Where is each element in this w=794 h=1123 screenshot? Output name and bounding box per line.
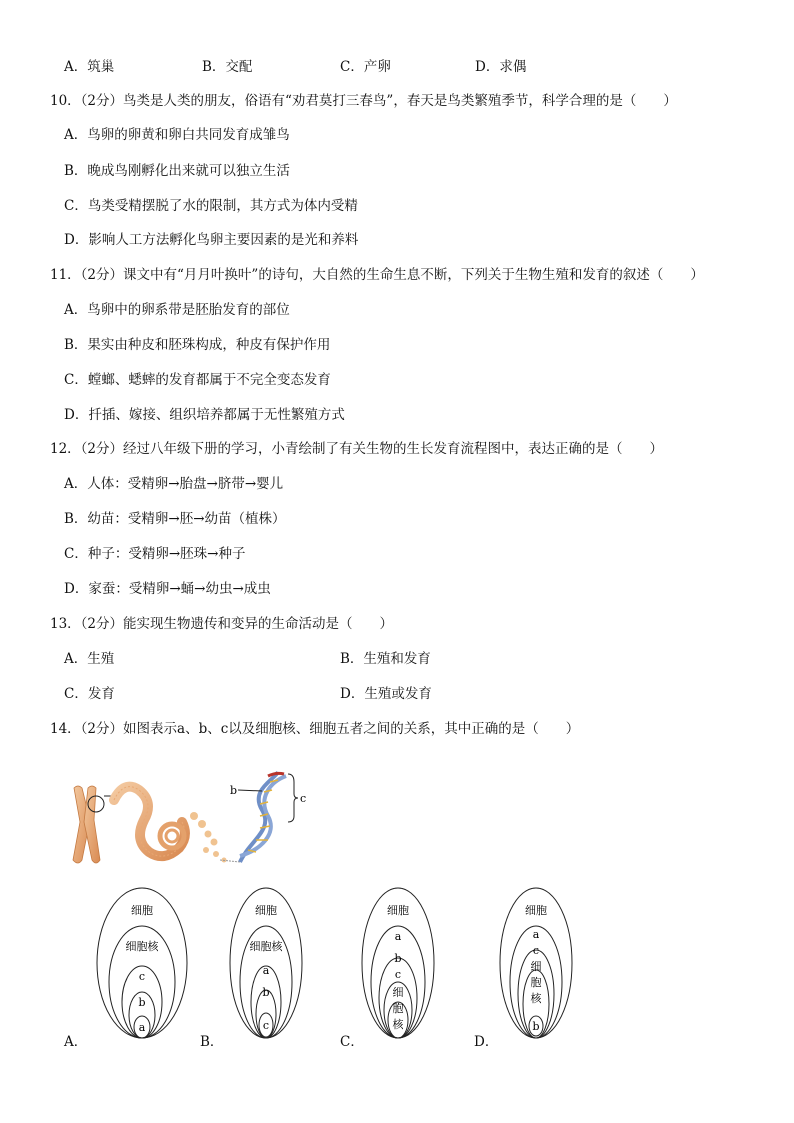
oval-a-label-3: c bbox=[138, 970, 146, 983]
oval-c-label-3: b bbox=[394, 952, 402, 965]
q10-option-b: B．晚成鸟刚孵化出来就可以独立生活 bbox=[64, 163, 290, 179]
q11-option-a: A．鸟卵中的卵系带是胚胎发育的部位 bbox=[64, 302, 290, 318]
q13-stem: 13．（2分）能实现生物遗传和变异的生命活动是（ ） bbox=[50, 616, 394, 632]
q10-stem: 10．（2分）鸟类是人类的朋友，俗语有“劝君莫打三春鸟”，春天是鸟类繁殖季节，科学合理的是（ ） bbox=[50, 93, 677, 109]
q12-option-a: A．人体：受精卵→胎盘→脐带→婴儿 bbox=[64, 476, 284, 492]
q11-option-d: D．扦插、嫁接、组织培养都属于无性繁殖方式 bbox=[64, 407, 345, 423]
oval-d-label-6: 核 bbox=[530, 992, 542, 1005]
q9-option-a: A．筑巢 bbox=[64, 59, 115, 75]
coiled-fiber bbox=[114, 787, 185, 857]
oval-b-label-5: c bbox=[262, 1019, 270, 1032]
q10-option-c: C．鸟类受精摆脱了水的限制，其方式为体内受精 bbox=[64, 198, 358, 214]
oval-diagram-c bbox=[348, 886, 448, 1046]
q9-option-c: C．产卵 bbox=[340, 59, 391, 75]
oval-c-label-7: 核 bbox=[392, 1018, 404, 1031]
oval-b-label-3: a bbox=[262, 964, 270, 977]
q12-option-b: B．幼苗：受精卵→胚→幼苗（植株） bbox=[64, 511, 286, 527]
q13-option-d: D．生殖或发育 bbox=[340, 686, 432, 702]
oval-diagram-d bbox=[486, 886, 586, 1046]
q12-stem: 12．（2分）经过八年级下册的学习，小青绘制了有关生物的生长发育流程图中，表达正确的是（ ） bbox=[50, 441, 664, 457]
q10-option-d: D．影响人工方法孵化鸟卵主要因素的是光和养料 bbox=[64, 232, 359, 248]
oval-b-label-4: b bbox=[262, 986, 270, 999]
oval-d-label-2: a bbox=[532, 928, 540, 941]
q13-option-a: A．生殖 bbox=[64, 651, 115, 667]
oval-c-label-2: a bbox=[394, 930, 402, 943]
q14-option-d: D． bbox=[474, 1034, 499, 1050]
oval-b-label-1: 细胞 bbox=[255, 904, 277, 917]
nucleosome-beads bbox=[190, 812, 227, 863]
q10-option-a: A．鸟卵的卵黄和卵白共同发育成雏鸟 bbox=[64, 127, 290, 143]
q13-option-b: B．生殖和发育 bbox=[340, 651, 431, 667]
oval-d-label-1: 细胞 bbox=[525, 904, 547, 917]
q9-option-b: B．交配 bbox=[202, 59, 253, 75]
oval-c-label-5: 细 bbox=[392, 986, 404, 999]
oval-c-label-1: 细胞 bbox=[387, 904, 409, 917]
chromosome-dna-figure bbox=[64, 770, 314, 876]
q11-stem: 11．（2分）课文中有“月月叶换叶”的诗句，大自然的生命生息不断，下列关于生物生殖和发育的叙述（ ） bbox=[50, 267, 704, 283]
q14-option-b: B． bbox=[200, 1034, 224, 1050]
q9-option-d: D．求偶 bbox=[475, 59, 527, 75]
q12-option-c: C．种子：受精卵→胚珠→种子 bbox=[64, 546, 246, 562]
oval-diagram-b bbox=[216, 886, 316, 1046]
oval-c-label-4: c bbox=[394, 968, 402, 981]
figure-label-b: b bbox=[230, 784, 238, 797]
chromosome-shape bbox=[73, 786, 100, 863]
oval-a-label-2: 细胞核 bbox=[125, 940, 159, 953]
oval-d-label-3: c bbox=[532, 944, 540, 957]
figure-label-c: c bbox=[300, 792, 307, 805]
brace bbox=[288, 774, 298, 822]
q11-option-b: B．果实由种皮和胚珠构成，种皮有保护作用 bbox=[64, 337, 331, 353]
oval-d-label-5: 胞 bbox=[530, 976, 542, 989]
q12-option-d: D．家蚕：受精卵→蛹→幼虫→成虫 bbox=[64, 581, 271, 597]
oval-d-label-4: 细 bbox=[530, 960, 542, 973]
oval-a-label-1: 细胞 bbox=[131, 904, 153, 917]
oval-c-label-6: 胞 bbox=[392, 1002, 404, 1015]
oval-b-label-2: 细胞核 bbox=[249, 940, 283, 953]
dna-helix bbox=[240, 772, 286, 862]
oval-a-label-5: a bbox=[138, 1021, 146, 1034]
figure-label-a: a bbox=[113, 790, 120, 803]
oval-diagram-a bbox=[92, 886, 192, 1046]
q14-option-c: C． bbox=[340, 1034, 364, 1050]
q13-option-c: C．发育 bbox=[64, 686, 115, 702]
oval-a-label-4: b bbox=[138, 996, 146, 1009]
q14-stem: 14．（2分）如图表示a、b、c以及细胞核、细胞五者之间的关系，其中正确的是（ ） bbox=[50, 721, 580, 737]
q14-option-a: A． bbox=[64, 1034, 88, 1050]
q11-option-c: C．螳螂、蟋蟀的发育都属于不完全变态发育 bbox=[64, 372, 331, 388]
oval-d-label-7: b bbox=[532, 1020, 540, 1033]
